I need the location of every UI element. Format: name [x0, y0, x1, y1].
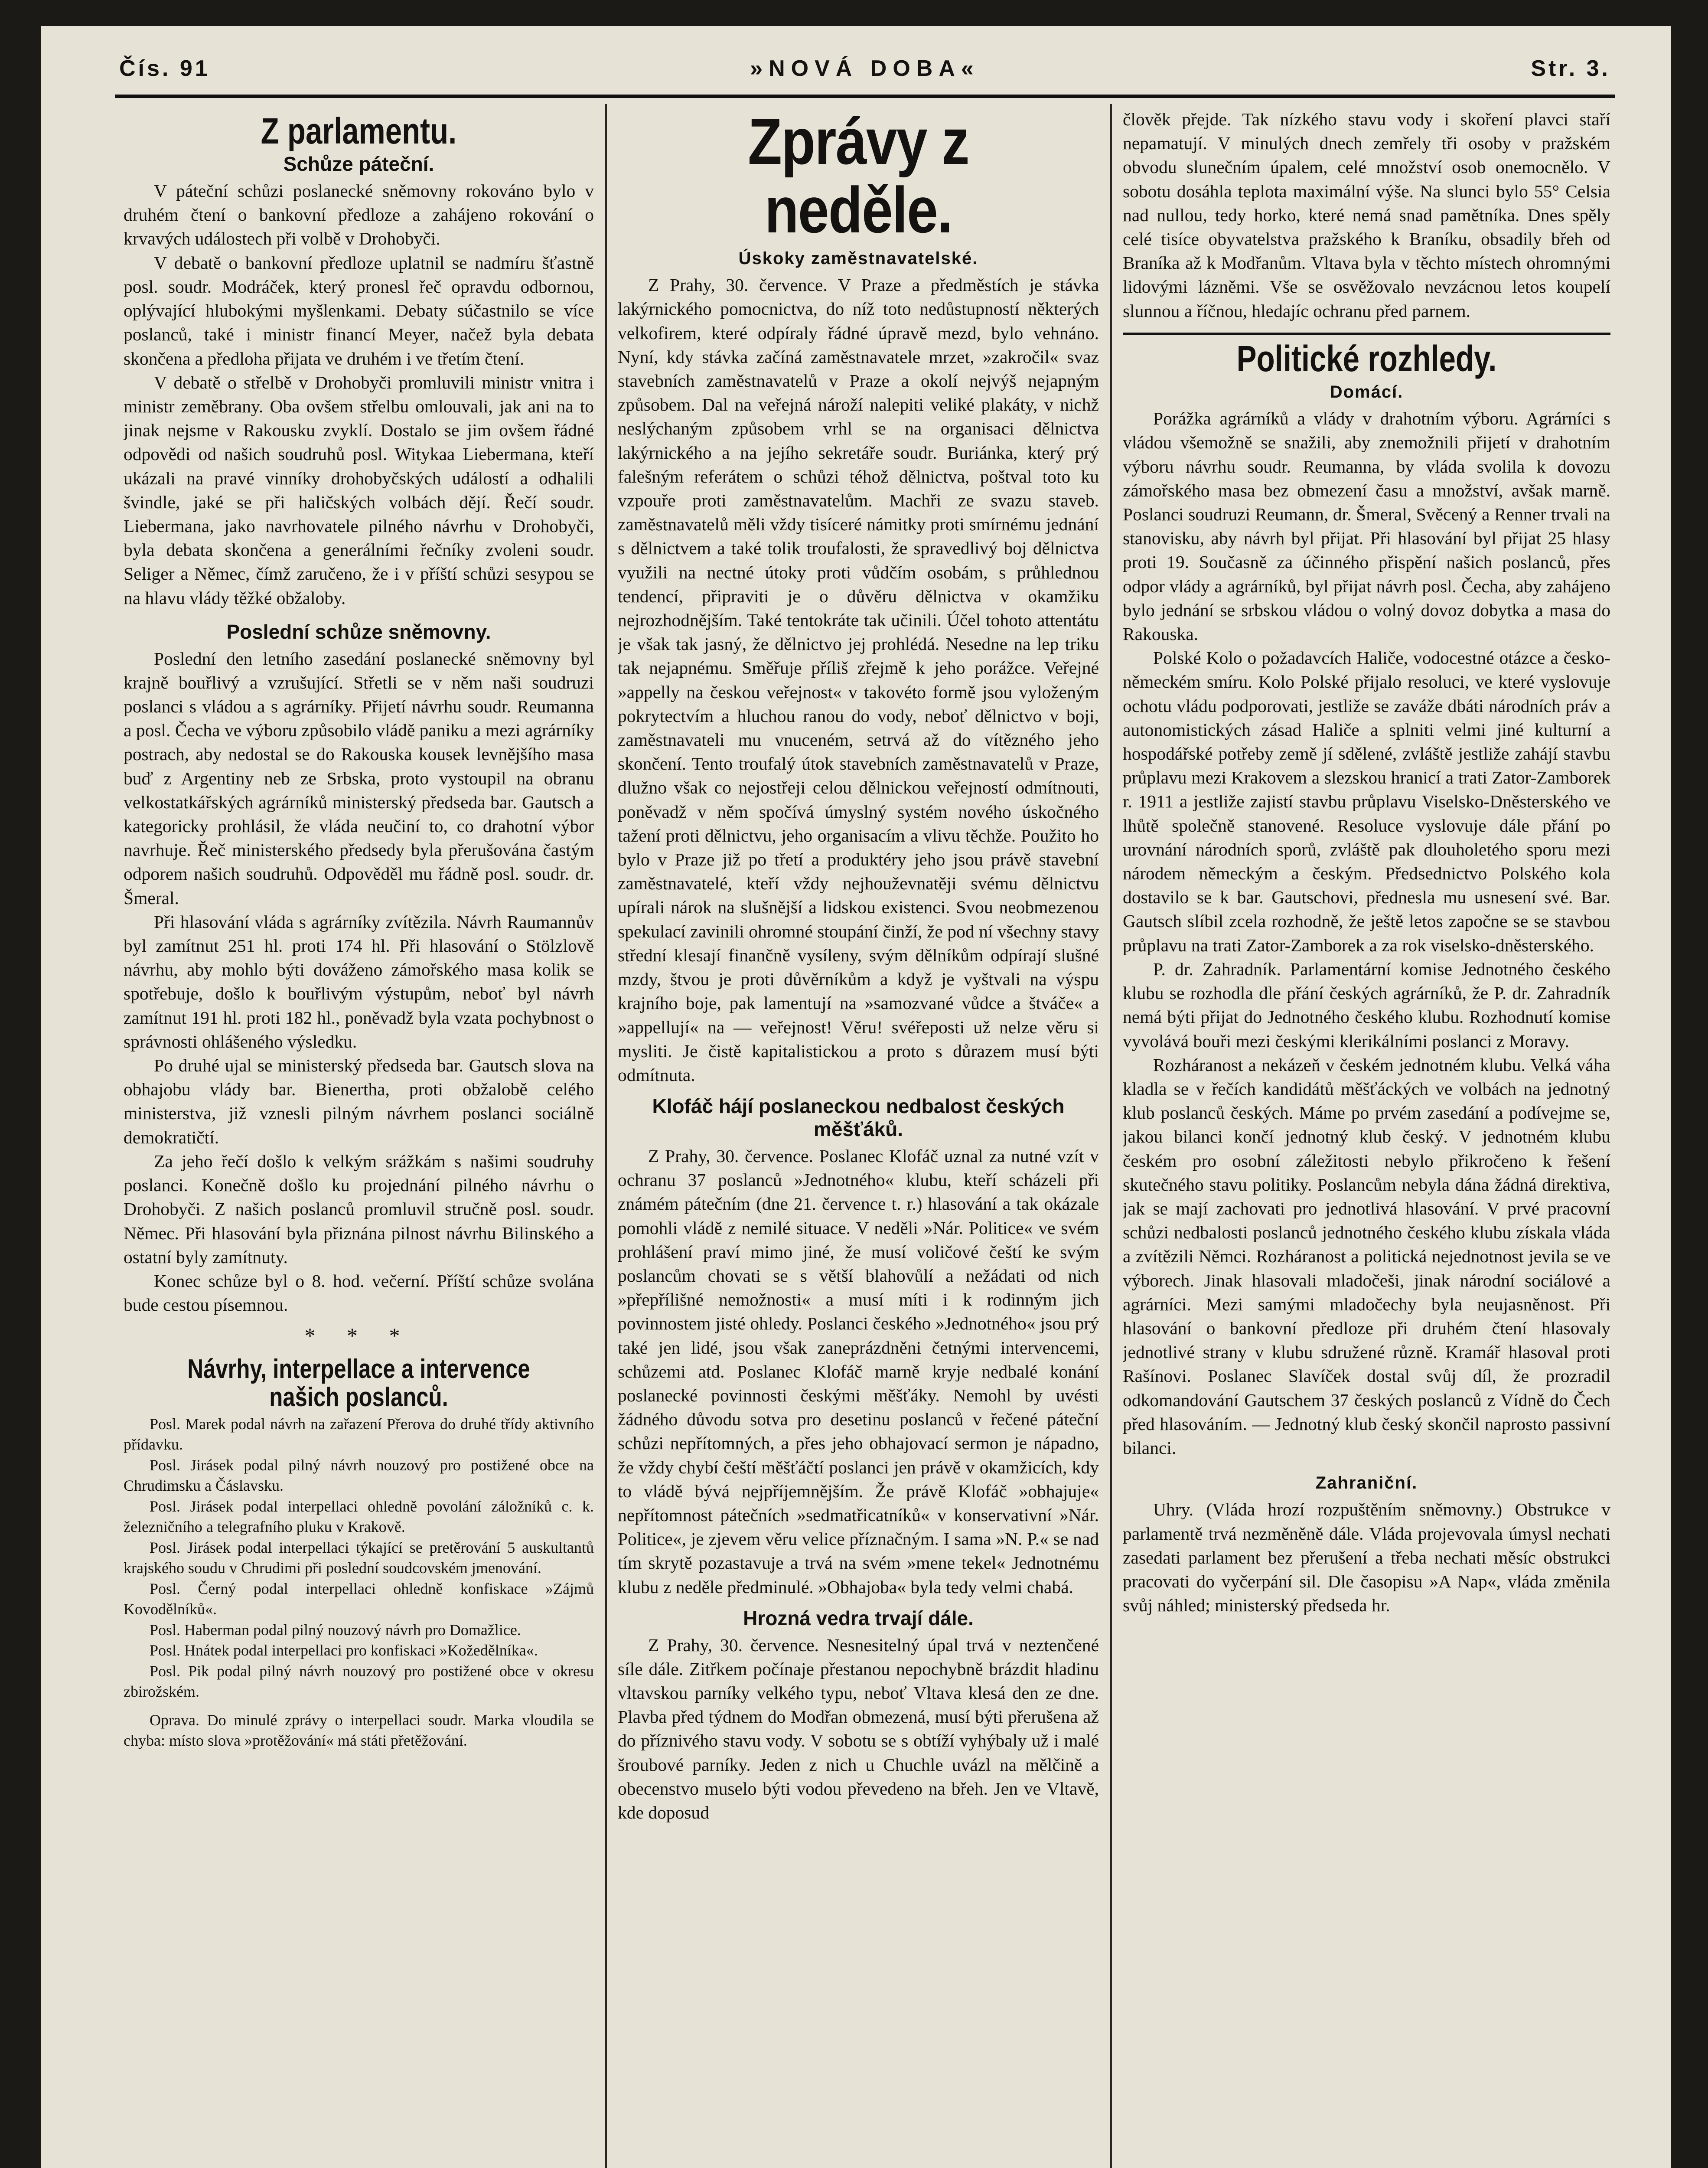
- article-title: Z parlamentu.: [261, 111, 457, 151]
- column-2: [618, 108, 1099, 2168]
- paragraph: V debatě o střelbě v Drohobyči promluvili ministr vnitra i ministr zeměbrany. Oba ovšem střelbu omlouvali, jak ani na to jinak nejsme v Rakousku zvyklí. Dostalo se jim ovšem řádné odpovědi od našich soudruhů posl. Witykaa Liebermana, kteří ukázali na pravé vinníky drohobyčských událostí a odhalili švindle, jaké se při haličských volbách dějí. Řečí soudr. Liebermana, jako navrhovatele pilného návrhu v Drohobyči, byla debata skončena a generálními řečníky zvoleni soudr. Seliger a Němec, čímž zaručeno, že i v příští schůzi sesypou se na hlavu vlády těžké obžaloby.: [124, 372, 594, 608]
- paragraph: Z Prahy, 30. července. V Praze a předměstích je stávka lakýrnického pomocnictva, do níž toto nedůstupností některých velkofirem, které odpíraly řádné úpravě mezd, bylo vehnáno. Nyní, kdy stávka začíná zaměstnavatele mrzet, »zakročil« svaz stavebních zaměstnavatelů v Praze a okolí nejvýš nejapným způsobem. Dal na veřejná nároží nalepiti veliké plakáty, v nichž neslýchaným způsobem vrhl se na organisaci dělnictva lakýrnického a na jejího sekretáře soudr. Buriánka, který prý falešným referátem o schůzi téhož dělnictva, poštval toto ku vzpouře proti zaměstnavatelům. Machři ze svazu staveb. zaměstnavatelů měli vždy tisíceré námitky proti smírnému jednání s dělnictvem a také tolik troufalosti, že spravedlivý boj dělnictva využili na nectné útoky proti vůdčím osobám, s průhlednou tendencí, připraviti je o důvěru dělnictva v okamžiku nejrozhodnějším. Také tentokráte tak učinili. Účel tohoto attentátu je však tak jasný, že dělnictvo jej prohlédá. Nesedne na lep triku tak nejapnému. Směřuje příliš zřejmě k jeho porážce. Veřejné »appelly na českou veřejnost« v takovéto formě jsou vyloženým pokrytectvím a hluchou ranou do vody, neboť dělnictvo v boji, zaměstnavateli mu vnuceném, setrvá až do vítězného jeho skončení. Tento troufalý útok stavebních zaměstnavatelů v Praze, dlužno však co nejostřeji celou dělnickou veřejností odmítnouti, poněvadž v něm spočívá úmyslný systém nového úskočného tažení proti dělnictvu, jeho organisacím a vlivu těchže. Použito ho bylo v Praze již po třetí a produktéry jeho jsou právě stavební zaměstnavatelé, kteří vždy nejhouževnatěji svému dělnictvu upírali nárok na slušnější a lidskou existenci. Svou neobmezenou spekulací zavinili ohromné stoupání činží, že pod ní všechny stavy střední klesají finančně vysíleny, svým dělníkům odpírají slušné mzdy, štvou je proti důvěrníkům a když je vyštvali na výspu krajního boje, pak lamentují na »samozvané vůdce a štváče« a »appellují« na — veřejnost! Věru! svéřeposti už nelze věru si mysliti. Je čistě kapitalistickou a proto s důrazem musí býti odmítnuta.: [618, 275, 1099, 1085]
- paragraph: V debatě o bankovní předloze uplatnil se nadmíru šťastně posl. soudr. Modráček, který pronesl řeč opravdu odbornou, oplývající hlubokými myšlenkami. Debaty súčastnilo se více poslanců, také i ministr financí Meyer, načež byla debata skončena a předloha přijata ve druhém i ve třetím čtení.: [124, 252, 594, 369]
- page-number: Str. 3.: [1531, 56, 1610, 81]
- section-title: Návrhy, interpellace a intervence našich poslanců.: [187, 1354, 530, 1412]
- section-title: Klofáč hájí poslaneckou nedbalost českých měšťáků.: [652, 1095, 1065, 1140]
- paragraph: V páteční schůzi poslanecké sněmovny rokováno bylo v druhém čtení o bankovní předloze a zahájeno rokování o krvavých událostech při volbě v Drohobyči.: [124, 181, 594, 249]
- list-item: Posl. Jirásek podal interpellaci týkající se pretěrování 5 auskultantů krajského soudu v Chrudimi při poslední soudcovském jmenování.: [124, 1538, 594, 1577]
- paragraph: P. dr. Zahradník. Parlamentární komise Jednotného českého klubu se rozhodla dle přání českých agrárníků, že P. dr. Zahradník nemá býti přijat do Jednotného českého klubu. Rozhodnutí komise vyvolává bouři mezi českými klerikálními poslanci z Moravy.: [1123, 959, 1610, 1051]
- article-title: Zprávy z neděle.: [748, 108, 969, 246]
- list-item: Posl. Jirásek podal pilný návrh nouzový pro postižené obce na Chrudimsku a Čáslavsku.: [124, 1456, 594, 1495]
- header-rule: [115, 95, 1615, 98]
- paragraph: Z Prahy, 30. července. Nesnesitelný úpal trvá v neztenčené síle dále. Zitřkem počínaje přestanou nepochybně brázdit hladinu vltavskou parníky velkého typu, neboť Vltava klesá den ze dne. Plavba před týdnem do Modřan obmezená, musí býti přerušena až do příznivého stavu vody. V sobotu se s obtíží vyhýbaly už i malé šroubové parníky. Jeden z nich u Chuchle uvázl na mělčině a obecenstvo muselo býti vodou převedeno na břeh. Jen ve Vltavě, kde doposud: [618, 1635, 1099, 1823]
- list-item: Posl. Černý podal interpellaci ohledně konfiskace »Zájmů Kovodělníků«.: [124, 1580, 594, 1618]
- paragraph: Z Prahy, 30. července. Poslanec Klofáč uznal za nutné vzít v ochranu 37 poslanců »Jednotného« klubu, kteří scházeli při známém pátečním (dne 21. července t. r.) hlasování a tak okázale pomohli vládě z nemilé situace. V neděli »Nár. Politice« ve svém prohlášení praví mimo jiné, že musí voličové čeští ke svým poslancům chovati se s větší blahovůlí a nežádati od nich »přepřílišné nemožnosti« a musí míti i k rodinným jich povinnostem jisté ohledy. Poslanci českého »Jednotného« jsou prý také jen lidé, jsou však zaneprázdněni četnými intervencemi, schůzemi atd. Poslanec Klofáč marně kryje nedbalé konání poslanecké povinnosti českými měšťáky. Nemohl by uvésti žádného důvodu sotva pro desetinu poslanců v řečené páteční schůzi nepřítomných, a přes jeho obhajovací sermon je nápadno, že vždy chybí čeští měšťáčtí poslanci jen právě v okamžicích, kdy to vládě bývá nejpříjemnějším. Že právě Klofáč »obhajuje« nepřítomnost pátečních »sedmatřicatníků« v konservativní »Nár. Politice«, je zjevem věru velice příznačným. I sama »N. P.« se nad tím skrytě pozastavuje a trvá na svém »mene tekel« Jednotnému klubu z neděle předminulé. »Obhajoba« byla tedy velmi chabá.: [618, 1146, 1099, 1597]
- paragraph: Při hlasování vláda s agrárníky zvítězila. Návrh Raumannův byl zamítnut 251 hl. proti 174 hl. Při hlasování o Stölzlově návrhu, aby mohlo býti dováženo zámořského masa kolik se spotřebuje, došlo k bouřlivým výstupům, neboť byl návrh zamítnut 191 hl. proti 182 hl., poněvadž byla vzata pochybnost o správnosti ohlášeného výsledku.: [124, 911, 594, 1051]
- column-divider: [1110, 104, 1112, 2168]
- section-title: Hrozná vedra trvají dále.: [743, 1606, 974, 1629]
- list-item: Posl. Jirásek podal interpellaci ohledně povolání záložníků c. k. železničního a telegrafního pluku v Krakově.: [124, 1497, 594, 1536]
- article-separator: [1123, 333, 1610, 335]
- paragraph: Za jeho řečí došlo k velkým srážkám s našimi soudruhy poslanci. Konečně došlo ku projednání pilného návrhu o Drohobyči. Z našich poslanců promluvil stručně posl. soudr. Němec. Při hlasování byla přiznána pilnost návrhu Bilinského a ostatní byly zamítnuty.: [124, 1151, 594, 1267]
- section-separator: * * *: [304, 1323, 413, 1348]
- article-title: Politické rozhledy.: [1236, 338, 1497, 379]
- paragraph: Uhry. (Vláda hrozí rozpuštěním sněmovny.) Obstrukce v parlamentě trvá nezměněně dále. Vláda projevovala úmysl nechati zasedati parlament bez přerušení a třeba nechati měsíc obstrukci pracovati do vyčerpání sil. Dle časopisu »A Nap«, vláda změnila svůj náhled; ministerský předseda hr.: [1123, 1499, 1610, 1616]
- paragraph: Porážka agrárníků a vlády v drahotním výboru. Agrárníci s vládou všemožně se snažili, aby znemožnili přijetí v drahotním výboru návrhu soudr. Reumanna, by vláda svolila k dovozu zámořského masa bez obmezení času a množství, avšak marně. Poslanci soudruzi Reumann, dr. Šmeral, Svěcený a Renner trvali na stanovisku, aby návrh byl přijat. Při hlasování byl přijat 25 hlasy proti 19. Současně za účinného přispění našich poslanců, přes odpor vlády a agrárníků, byl přijat návrh posl. Čecha, aby zahájeno bylo jednání se srbskou vládou o volný dovoz dobytka a masa do Rakouska.: [1123, 408, 1610, 644]
- article-subtitle: Schůze páteční.: [283, 153, 434, 176]
- newspaper-page: [41, 26, 1671, 2168]
- column-divider: [605, 104, 607, 2168]
- article-subtitle: Domácí.: [1330, 382, 1404, 402]
- article-subtitle: Úskoky zaměstnavatelské.: [738, 249, 978, 268]
- list-item: Posl. Marek podal návrh na zařazení Přerova do druhé třídy aktivního přídavku.: [124, 1415, 594, 1453]
- list-item: Posl. Hnátek podal interpellaci pro konfiskaci »Kožedělníka«.: [150, 1642, 538, 1659]
- section-subtitle: Zahraniční.: [1315, 1473, 1418, 1493]
- list-item: Posl. Pik podal pilný návrh nouzový pro postižené obce v okresu zbirožském.: [124, 1662, 594, 1701]
- column-1: [124, 108, 594, 2168]
- paragraph: Rozháranost a nekázeň v českém jednotném klubu. Velká váha kladla se v řečích kandidátů měšťáckých ve volbách na jednotný klub poslanců českých. Máme po prvém zasedání a podívejme se, jakou bilanci končí jednotný klub český. V jednotném klubu českém pro osobní záležitosti nebylo přikročeno k řešení skutečného stavu politiky. Poslancům nebyla dána žádná direktiva, jak se mají zachovati pro jednotlivá hlasování. V prvé pracovní schůzi nedbalosti poslanců jednotného českého klubu získala vláda a zvítězili Němci. Rozháranost a politická nejednotnost jevila se ve výborech. Jinak hlasovali mladočeši, jinak národní sociálové a agrárníci. Mezi samými mladočechy byla neujasněnost. Při hlasování o bankovní předloze při druhém čtení hlasovaly jednotlivé strany v klubu sdružené různě. Kramář hlasoval proti Rašínovi. Poslanec Slavíček dostal svůj díl, že prozradil odkomandování Gautschem 37 českých poslanců z Vídně do Čech před hlasováním. — Jednotný klub český skončil naprosto passivní bilanci.: [1123, 1055, 1610, 1458]
- section-title: Poslední schůze sněmovny.: [226, 620, 491, 643]
- paragraph: Konec schůze byl o 8. hod. večerní. Příští schůze svolána bude cestou písemnou.: [124, 1270, 594, 1315]
- motions-list: [124, 1414, 594, 1751]
- paragraph: člověk přejde. Tak nízkého stavu vody i skoření plavci staří nepamatují. V minulých dnech zemřely tři osoby v pražském obvodu slunečním úpalem, celé množství osob onemocnělo. V sobotu dosáhla teplota maximální výše. Na slunci bylo 55° Celsia nad nullou, tedy horko, které nemá snad pamětníka. Dnes spěly celé tisíce obyvatelstva pražského k Braníku, obsadily břeh od Braníka až k Modřanům. Vltava byla v těchto místech ohromnými lidovými lázněmi. Vše se osvěžovalo nevzácnou letos koupelí slunnou a říčnou, hledajíc ochranu před parnem.: [1123, 109, 1610, 321]
- paragraph: Polské Kolo o požadavcích Haliče, vodocestné otázce a česko-německém smíru. Kolo Polské přijalo resoluci, ve které vyslovuje ochotu vládu podporovati, jestliže se zaváže dbáti národních práv a autonomistických zásad Haliče a splniti velmi jiné kulturní a hospodářské potřeby země jí sdělené, zvláště jestliže zahájí stavbu průplavu mezi Krakovem a slezskou hranicí a trati Zator-Zamborek r. 1911 a jestliže zajistí stavbu průplavu Viselsko-Dněsterského ve lhůtě společně stanovené. Resoluce vyslovuje dále přání po urovnání národních sporů, zvláště pak dlouholetého sporu mezi národem německým a českým. Předsednictvo Polského kola dostavilo se k bar. Gautschovi, přednesla mu usnesení své. Bar. Gautsch slíbil zcela rozhodně, že ještě letos započne se se stavbou průplavu na trati Zator-Zamborek a za rok viselsko-dněsterského.: [1123, 648, 1610, 955]
- list-item: Posl. Haberman podal pilný nouzový návrh pro Domažlice.: [150, 1621, 521, 1639]
- issue-number: Čís. 91: [119, 56, 210, 81]
- paragraph: Po druhé ujal se ministerský předseda bar. Gautsch slova na obhajobu vlády bar. Bienertha, proti obžalobě celého ministerstva, již vznesli pilným návrhem poslanci sociálně demokratičtí.: [124, 1055, 594, 1147]
- newspaper-name: »NOVÁ DOBA«: [750, 56, 980, 81]
- column-3: [1123, 108, 1610, 2168]
- page-header: [119, 51, 1610, 90]
- correction-note: Oprava. Do minulé zprávy o interpellaci soudr. Marka vloudila se chyba: místo slova »protěžování« má státi přetěžování.: [124, 1711, 594, 1750]
- paragraph: Poslední den letního zasedání poslanecké sněmovny byl krajně bouřlivý a vzrušující. Střetli se v něm naši soudruzi poslanci s vládou a s agrárníky. Přijetí návrhu soudr. Reumanna a posl. Čecha ve výboru způsobilo vládě paniku a mezi agrárníky postrach, aby nedostal se do Rakouska kousek levnějšího masa buď z Argentiny neb ze Srbska, proto vystoupil na obranu velkostatkářských agrárníků ministerský předseda bar. Gautsch a kategoricky prohlásil, že vláda neučiní to, co drahotní výbor navrhuje. Řeč ministerského předsedy byla přerušována častým odporem našich soudruhů. Odpověděl mu řádně posl. soudr. dr. Šmeral.: [124, 648, 594, 908]
